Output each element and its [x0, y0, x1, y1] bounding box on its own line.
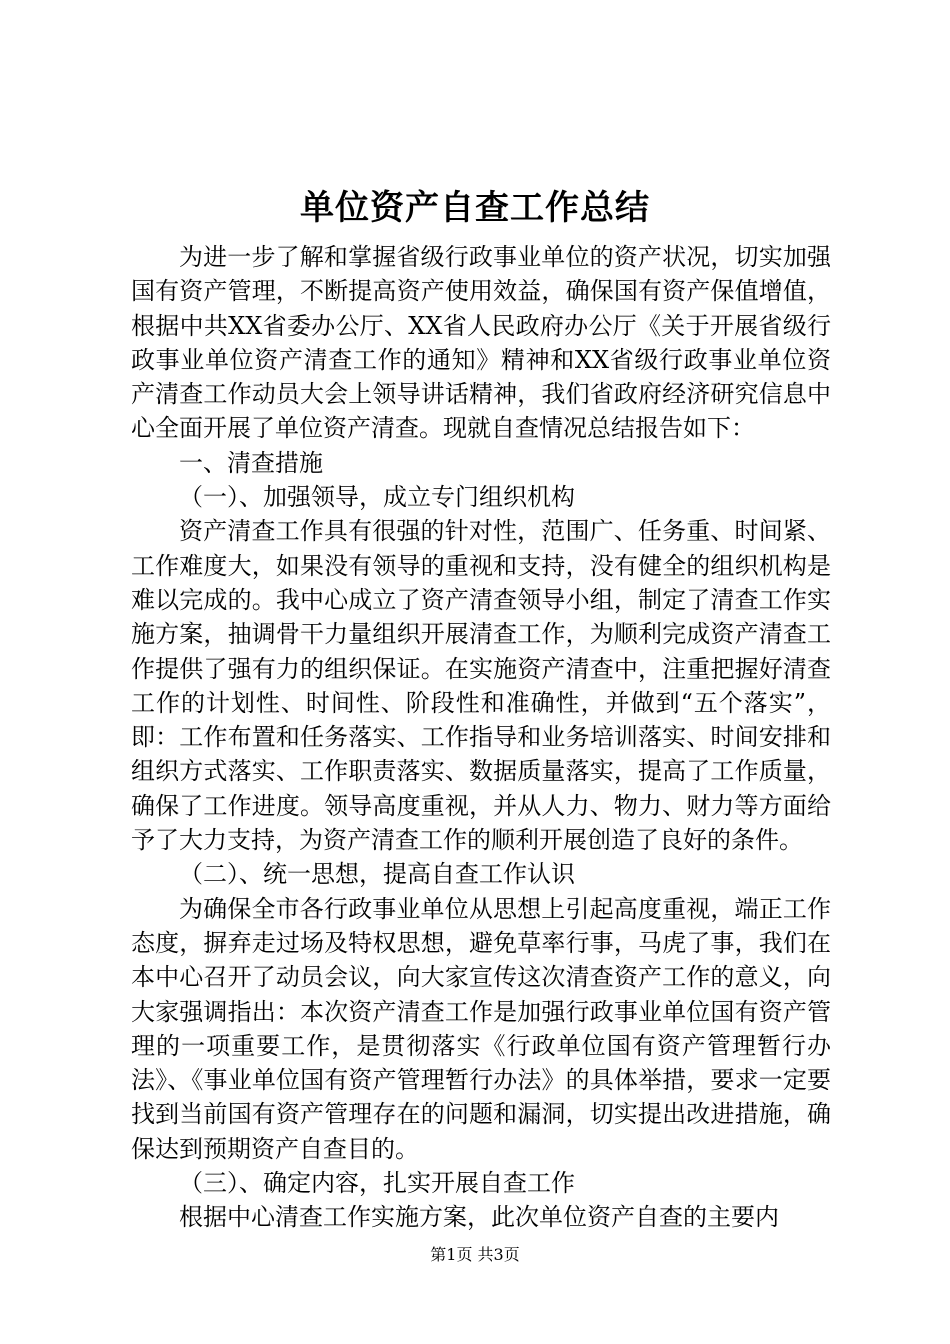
- page-number-footer: 第1页 共3页: [430, 1245, 520, 1264]
- subsection-heading-1: （一）、加强领导，成立专门组织机构: [179, 483, 575, 512]
- subsection-heading-2: （二）、统一思想，提高自查工作认识: [179, 860, 575, 889]
- subsection-heading-3: （三）、确定内容，扎实开展自查工作: [179, 1169, 575, 1198]
- paragraph-subsection-3: 根据中心清查工作实施方案，此次单位资产自查的主要内: [179, 1203, 779, 1232]
- paragraph-intro: 为进一步了解和掌握省级行政事业单位的资产状况，切实加强国有资产管理，不断提高资产使用效益，确保国有资产保值增值，根据中共XX省委办公厅、XX省人民政府办公厅《关于开展省级行政事业单位资产清查工作的通知》精神和XX省级行政事业单位资产清查工作动员大会上领导讲话精神，我们省政府经济研究信息中心全面开展了单位资产清查。现就自查情况总结报告如下：: [131, 243, 831, 443]
- paragraph-subsection-1: 资产清查工作具有很强的针对性，范围广、任务重、时间紧、工作难度大，如果没有领导的重视和支持，没有健全的组织机构是难以完成的。我中心成立了资产清查领导小组，制定了清查工作实施方案，抽调骨干力量组织开展清查工作，为顺利完成资产清查工作提供了强有力的组织保证。在实施资产清查中，注重把握好清查工作的计划性、时间性、阶段性和准确性，并做到“五个落实”，即：工作布置和任务落实、工作指导和业务培训落实、时间安排和组织方式落实、工作职责落实、数据质量落实，提高了工作质量，确保了工作进度。领导高度重视，并从人力、物力、财力等方面给予了大力支持，为资产清查工作的顺利开展创造了良好的条件。: [131, 517, 831, 855]
- document-title: 单位资产自查工作总结: [300, 188, 650, 228]
- document-body: [131, 240, 831, 1235]
- paragraph-subsection-2: 为确保全市各行政事业单位从思想上引起高度重视，端正工作态度，摒弃走过场及特权思想，避免草率行事，马虎了事，我们在本中心召开了动员会议，向大家宣传这次清查资产工作的意义，向大家强调指出：本次资产清查工作是加强行政事业单位国有资产管理的一项重要工作，是贯彻落实《行政单位国有资产管理暂行办法》、《事业单位国有资产管理暂行办法》的具体举措，要求一定要找到当前国有资产管理存在的问题和漏洞，切实提出改进措施，确保达到预期资产自查目的。: [131, 894, 831, 1163]
- section-heading-1: 一、清查措施: [179, 448, 323, 477]
